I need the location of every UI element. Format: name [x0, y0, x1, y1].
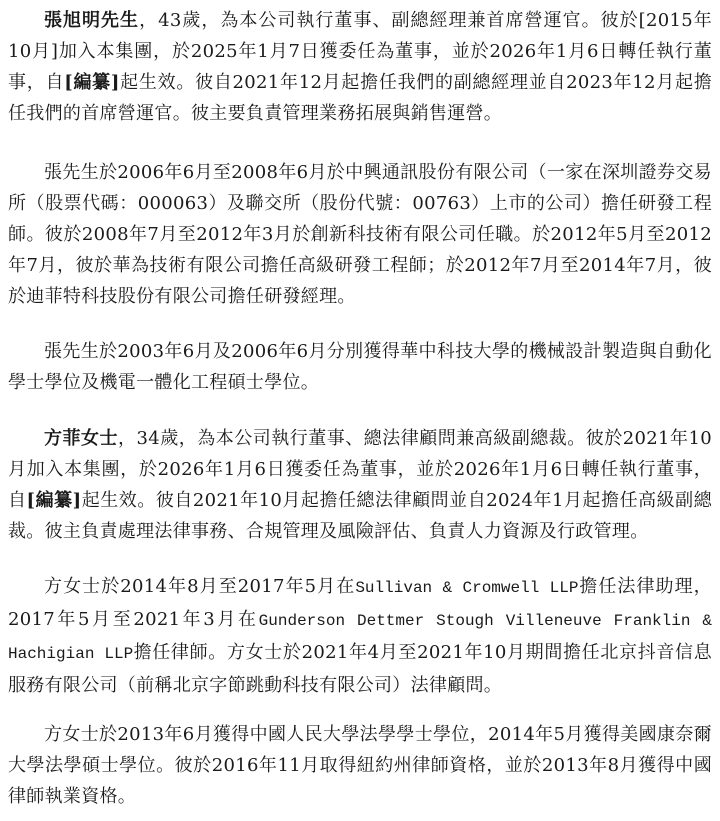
fang-career-text-1: 方女士於2014年8月至2017年5月在: [44, 576, 356, 597]
paragraph-fang-career: [8, 571, 712, 701]
paragraph-zhang-education: 張先生於2003年6月及2006年6月分別獲得華中科技大學的機械設計製造與自動化學士學位及機電一體化工程碩士學位。: [8, 341, 712, 393]
paragraph-fang-profile: [8, 423, 712, 547]
paragraph-zhang-profile: [8, 5, 712, 129]
paragraph-zhang-career: 張先生於2006年6月至2008年6月於中興通訊股份有限公司（一家在深圳證券交易所（股票代碼：000063）及聯交所（股份代號：00763）上市的公司）擔任研發工程師。彼於2008年7月至2012年3月於創新科技術有限公司任職。於2012年5月至2012年7月，彼於華為技術有限公司擔任高級研發工程師；於2012年7月至2014年7月，彼於迪菲特科技股份有限公司擔任研發經理。: [8, 162, 712, 307]
person-name-fang: 方菲女士: [44, 428, 119, 449]
fang-profile-text-1: ，34歲，為本公司執行董事、總法律顧問兼高級副總裁。彼於2021年10月加入本集團，於2026年1月6日獲委任為董事，並於2026年1月6日轉任執行董事，自: [8, 428, 712, 511]
person-name-zhang: 張旭明先生: [44, 10, 140, 31]
zhang-profile-text-1: ，43歲，為本公司執行董事、副總經理兼首席營運官。彼於[2015年10月]加入本集團，於2025年1月7日獲委任為董事，並於2026年1月6日轉任執行董事，自: [8, 10, 712, 93]
fang-career-text-2: 擔任法律助理，2017年5月至2021年3月在: [8, 576, 712, 630]
fang-career-text-3: 擔任律師。方女士於2021年4月至2021年10月期間擔任北京抖音信息服務有限公司（前稱北京字節跳動科技有限公司）法律顧問。: [8, 642, 712, 696]
redacted-marker: [編纂]: [26, 490, 82, 511]
redacted-marker: [編纂]: [64, 72, 120, 93]
zhang-profile-text-2: 起生效。彼自2021年12月起擔任我們的副總經理並自2023年12月起擔任我們的首席營運官。彼主要負責管理業務拓展與銷售運營。: [8, 72, 713, 124]
fang-profile-text-2: 起生效。彼自2021年10月起擔任總法律顧問並自2024年1月起擔任高級副總裁。彼主負責處理法律事務、合規管理及風險評估、負責人力資源及行政管理。: [8, 490, 712, 542]
paragraph-fang-education: 方女士於2013年6月獲得中國人民大學法學學士學位，2014年5月獲得美國康奈爾大學法學碩士學位。彼於2016年11月取得紐約州律師資格，並於2013年8月獲得中國律師執業資格。: [8, 724, 712, 807]
firm-name-1: Sullivan & Cromwell LLP: [355, 579, 579, 597]
firm-name-2: Gunderson Dettmer Stough Villeneuve Franklin & Hachigian LLP: [8, 612, 712, 663]
